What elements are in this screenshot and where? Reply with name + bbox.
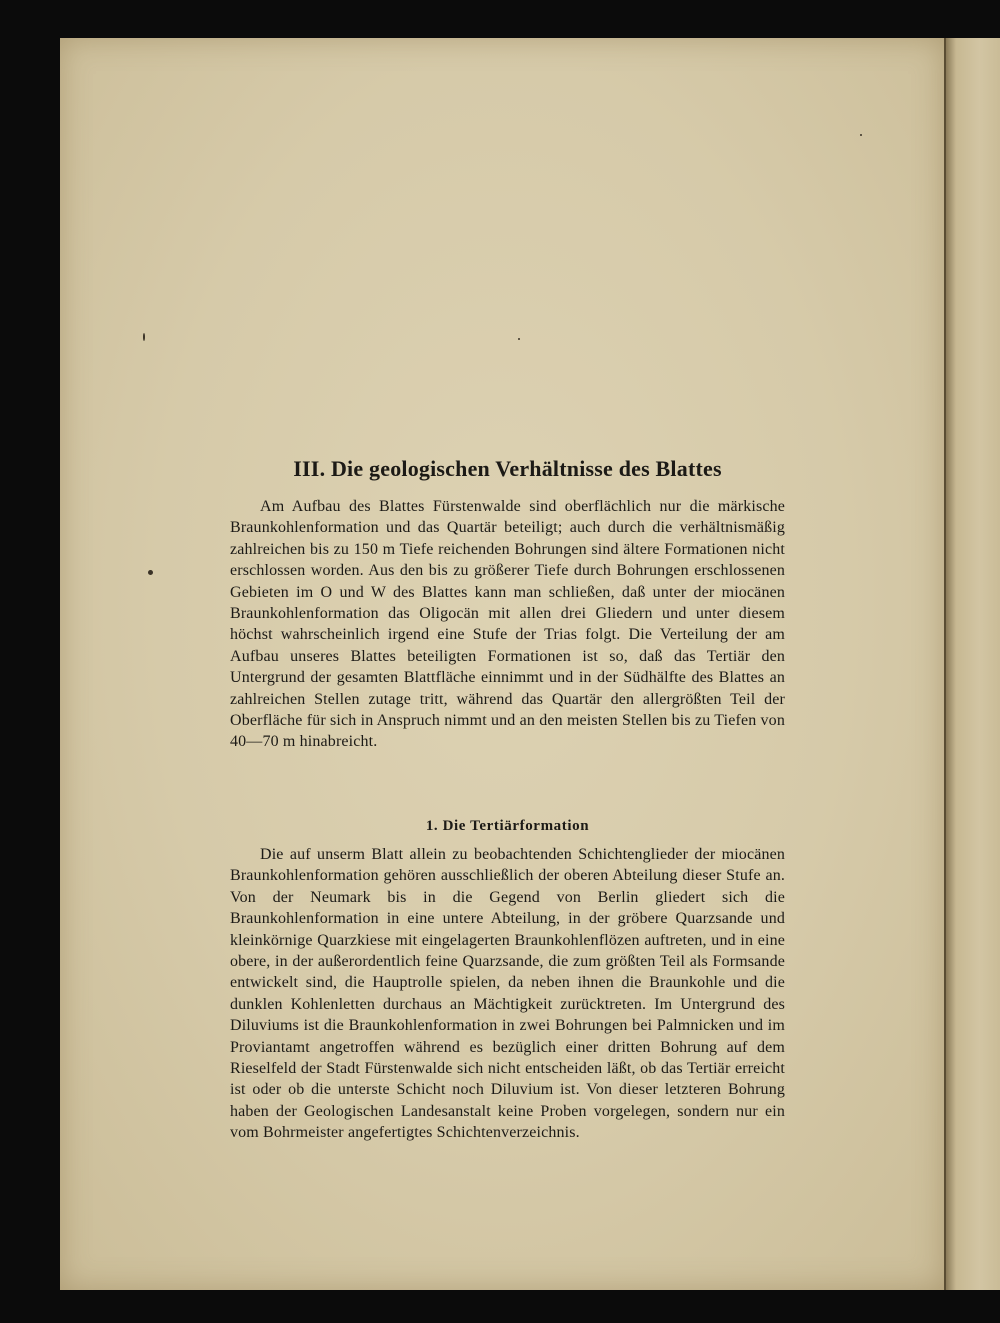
paper-speck [518, 338, 520, 340]
body-paragraph-2: Die auf unserm Blatt allein zu beobachtenden Schichtenglieder der miocänen Braunkohlenformation gehören ausschließlich der oberen Abteilung dieser Stufe an. Von der Neumark bis in die Gegend von Berlin gliedert sich die Braunkohlenformation in eine untere Abteilung, in der gröbere Quarzsande und kleinkörnige Quarzkiese mit eingelagerten Braunkohlenflözen auftreten, und in eine obere, in der außerordentlich feine Quarzsande, die zum größten Teil als Formsande entwickelt sind, die Hauptrolle spielen, da neben ihnen die Braunkohle und die dunklen Kohlenletten durchaus an Mächtigkeit zurücktreten. Im Untergrund des Diluviums ist die Braunkohlenformation in zwei Bohrungen bei Palmnicken und im Proviantamt angetroffen während es bezüglich einer dritten Bohrung auf dem Rieselfeld der Stadt Fürstenwalde sich nicht entscheiden läßt, ob das Tertiär erreicht ist oder ob die unterste Schicht noch Diluvium ist. Von dieser letzteren Bohrung haben der Geologischen Landesanstalt keine Proben vorgelegen, sondern nur ein vom Bohrmeister angefertigtes Schichtenverzeichnis. [230, 846, 785, 1142]
paper-speck [143, 333, 145, 341]
book-page [60, 38, 944, 1290]
paper-speck [860, 134, 862, 136]
section-heading: III. Die geologischen Verhältnisse des Blattes [293, 456, 722, 481]
adjacent-page-edge [944, 38, 1000, 1290]
subsection-heading: 1. Die Tertiärformation [425, 818, 590, 834]
paper-speck [148, 570, 153, 575]
body-paragraph-1: Am Aufbau des Blattes Fürstenwalde sind oberflächlich nur die märkische Braunkohlenformation und das Quartär beteiligt; auch durch die verhältnismäßig zahlreichen bis zu 150 m Tiefe reichenden Bohrungen sind ältere Formationen nicht erschlossen worden. Aus den bis zu größerer Tiefe durch Bohrungen erschlossenen Gebieten im O und W des Blattes kann man schließen, daß unter der miocänen Braunkohlenformation das Oligocän mit allen drei Gliedern und unter diesem höchst wahrscheinlich irgend eine Stufe der Trias folgt. Die Verteilung der am Aufbau unseres Blattes beteiligten Formationen ist so, daß das Tertiär den Untergrund der gesamten Blattfläche einnimmt und in der Südhälfte des Blattes an zahlreichen Stellen zutage tritt, während das Quartär den allergrößten Teil der Oberfläche für sich in Anspruch nimmt und an den meisten Stellen bis zu Tiefen von 40—70 m hinabreicht. [230, 498, 785, 751]
